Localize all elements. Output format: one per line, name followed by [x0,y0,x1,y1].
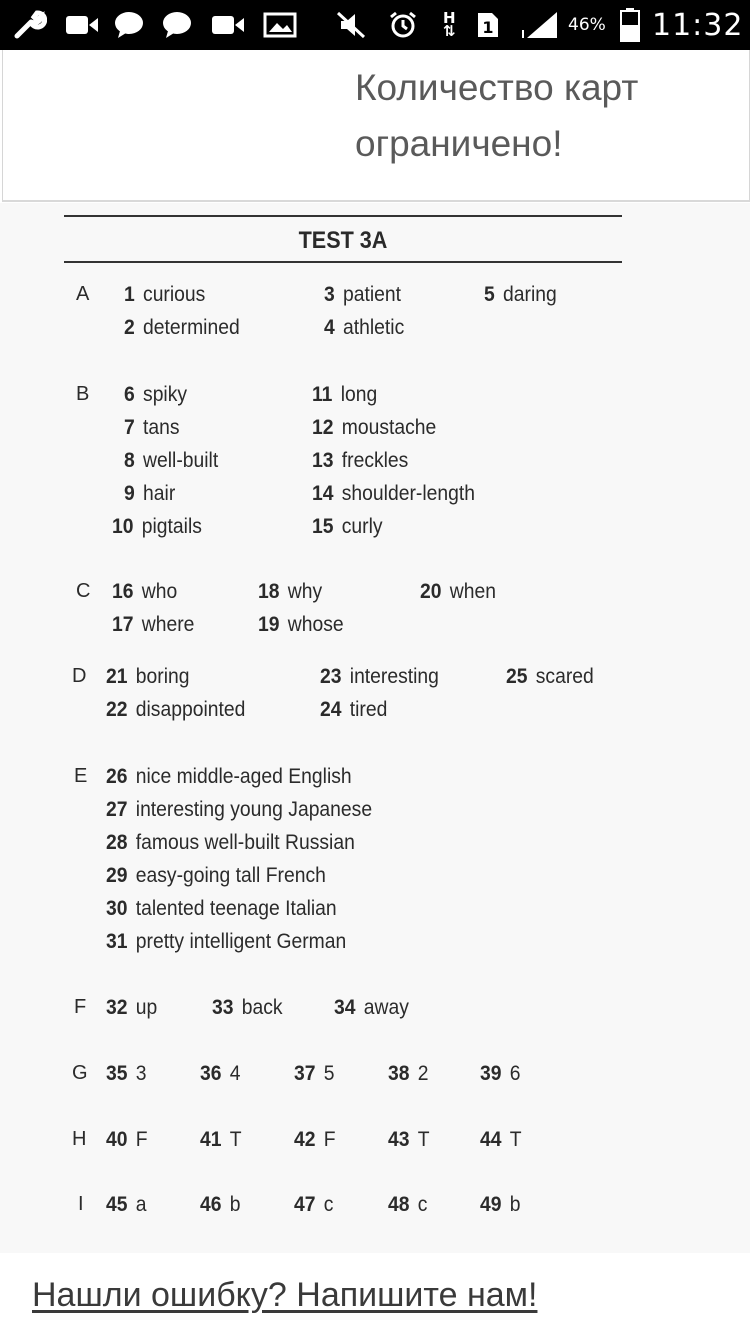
answer-item: 21 boring [106,665,190,688]
answer-item: 44 T [480,1128,522,1151]
section-letter: D [72,665,87,687]
video-icon [64,0,100,50]
section-letter: I [78,1193,84,1215]
answer-item: 43 T [388,1128,430,1151]
answer-item: 41 T [200,1128,242,1151]
signal-icon [520,0,560,50]
battery-percent: 46% [568,15,606,35]
answer-item: 28 famous well-built Russian [106,831,355,854]
answer-item: 49 b [480,1193,521,1216]
answer-item: 4 athletic [324,316,405,339]
wrench-icon [12,0,48,50]
test-title: TEST 3A [298,227,388,254]
answer-item: 8 well-built [124,449,219,472]
battery-icon [617,0,643,50]
top-rule [64,215,622,217]
h-plus-icon: H ⇅ [443,9,456,40]
answer-item: 26 nice middle-aged English [106,765,352,788]
video-icon [210,0,246,50]
answer-item: 20 when [420,580,496,603]
answer-item: 27 interesting young Japanese [106,798,373,821]
svg-text:1: 1 [482,18,494,37]
section-letter: A [76,283,90,305]
answer-item: 16 who [112,580,178,603]
answer-item: 48 c [388,1193,428,1216]
answer-item: 45 a [106,1193,147,1216]
section-letter: B [76,383,90,405]
answer-item: 31 pretty intelligent German [106,930,347,953]
promo-text: Количество карт ограничено! [355,67,639,164]
answer-item: 17 where [112,613,195,636]
answer-item: 11 long [312,383,378,406]
answer-item: 12 moustache [312,416,437,439]
answer-item: 2 determined [124,316,240,339]
answer-item: 6 spiky [124,383,188,406]
answer-item: 46 b [200,1193,241,1216]
answer-item: 29 easy-going tall French [106,864,326,887]
answer-item: 32 up [106,996,158,1019]
answer-item: 1 curious [124,283,206,306]
title-rule [64,261,622,263]
answer-item: 9 hair [124,482,176,505]
answer-item: 36 4 [200,1062,241,1085]
section-letter: H [72,1128,87,1150]
report-error-link[interactable]: Нашли ошибку? Напишите нам! [32,1276,538,1314]
answer-item: 35 3 [106,1062,147,1085]
alarm-icon [386,0,420,50]
answer-item: 23 interesting [320,665,439,688]
answer-key-scan [0,203,750,1253]
answer-item: 38 2 [388,1062,429,1085]
answer-item: 34 away [334,996,409,1019]
answer-item: 42 F [294,1128,336,1151]
answer-item: 7 tans [124,416,180,439]
answer-item: 39 6 [480,1062,521,1085]
answer-item: 24 tired [320,698,388,721]
answer-item: 30 talented teenage Italian [106,897,337,920]
answer-item: 15 curly [312,515,383,538]
answer-item: 14 shoulder-length [312,482,475,505]
answer-item: 25 scared [506,665,594,688]
answer-item: 40 F [106,1128,148,1151]
chat-icon [160,0,194,50]
mute-icon [334,0,368,50]
image-icon [262,0,298,50]
answer-item: 47 c [294,1193,334,1216]
section-letter: C [76,580,91,602]
section-letter: G [72,1062,88,1084]
answer-item: 5 daring [484,283,557,306]
answer-item: 10 pigtails [112,515,202,538]
section-letter: E [74,765,88,787]
answer-item: 3 patient [324,283,402,306]
clock: 11:32 [652,7,744,43]
answer-item: 22 disappointed [106,698,246,721]
answer-item: 18 why [258,580,323,603]
answer-item: 33 back [212,996,283,1019]
answer-item: 13 freckles [312,449,409,472]
chat-icon [112,0,146,50]
answer-item: 37 5 [294,1062,335,1085]
answer-item: 19 whose [258,613,344,636]
sim-1-icon [474,0,502,50]
promo-banner [2,50,750,202]
status-bar [0,0,750,50]
section-letter: F [74,996,87,1018]
